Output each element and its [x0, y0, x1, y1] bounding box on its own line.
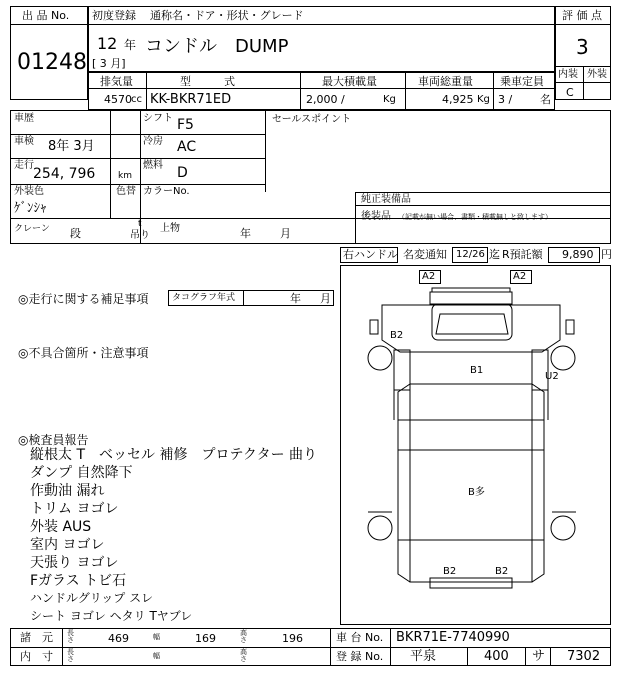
sales-points-label: セールスポイント — [272, 114, 352, 125]
report-line: 天張り ヨゴレ — [30, 555, 119, 571]
model-label: 通称名・ドア・形状・グレード — [150, 9, 304, 22]
displacement-value: 4570 — [104, 93, 132, 106]
ac-label: 冷房 — [143, 136, 163, 147]
inspection-label: 車検 — [14, 136, 34, 147]
aftermarket-label: 後装品 — [361, 211, 391, 222]
exterior-grade: C — [566, 86, 574, 99]
gross-weight-label: 車両総重量 — [418, 75, 473, 88]
mileage-label: 走行 — [14, 160, 34, 171]
route-label: 迄 — [489, 248, 500, 261]
mark-b2-top: B2 — [390, 330, 404, 341]
registration-number: 7302 — [567, 649, 601, 664]
reg-year: 12 — [97, 34, 118, 53]
reg-year-unit: 年 — [124, 38, 137, 52]
chassis-number: BKR71E-7740990 — [396, 630, 510, 645]
name-change-label: 名変通知 — [403, 248, 447, 261]
tacho-month: 月 — [320, 292, 331, 305]
recycle-label: R預託額 — [502, 248, 543, 261]
report-line: Fガラス トビ石 — [30, 573, 127, 589]
capacity-value: 3 / — [498, 93, 513, 106]
upper-body-label: 上物 — [160, 223, 180, 234]
equipment-label: 純正装備品 — [361, 194, 411, 205]
interior-dims-label: 内 寸 — [20, 650, 53, 663]
report-line: シート ヨゴレ ヘタリ Tヤブレ — [30, 609, 193, 623]
recycle-amount: 9,890 — [562, 248, 594, 261]
color-code-label: カラーNo. — [143, 186, 190, 197]
shift-value: F5 — [177, 117, 194, 133]
displacement-unit: cc — [131, 94, 142, 105]
length-value: 469 — [108, 632, 129, 645]
dims-label: 諸 元 — [20, 631, 53, 644]
fuel-value: D — [177, 165, 188, 181]
chassis-label: 車 台 No. — [336, 631, 384, 644]
ac-value: AC — [177, 139, 197, 155]
mark-a2-right: A2 — [513, 271, 527, 282]
damage-diagram-frame — [340, 265, 611, 625]
type-value: KK-BKR71ED — [150, 92, 232, 107]
registration-class: 400 — [484, 649, 509, 664]
color-value: ｹﾞﾝｼｬ — [14, 201, 47, 216]
width-label: 幅 — [153, 633, 160, 641]
driving-notes-label: ◎走行に関する補足事項 — [18, 292, 149, 306]
color-label: 外装色 — [14, 186, 44, 197]
inspector-report-label: ◎検査員報告 — [18, 433, 89, 447]
interior-grade-label: 内装 — [558, 69, 578, 80]
reg-month: [ 3 月] — [92, 57, 126, 70]
defects-label: ◎不具合箇所・注意事項 — [18, 346, 149, 360]
report-line: 作動油 漏れ — [30, 483, 105, 499]
registration-label: 登 録 No. — [336, 650, 384, 663]
lot-number: 01248 — [17, 50, 87, 75]
mark-b2-bottom-left: B2 — [443, 566, 457, 577]
mileage-unit: km — [118, 171, 132, 181]
registration-kana: サ — [532, 649, 546, 664]
interior-length-label: 長さ — [67, 648, 74, 663]
mark-b1: B1 — [470, 365, 484, 376]
gross-weight-unit: Kg — [477, 94, 490, 105]
crane-lift: 吊り — [130, 230, 150, 241]
capacity-label: 乗車定員 — [500, 75, 544, 88]
report-line: 室内 ヨゴレ — [30, 537, 105, 553]
report-line: トリム ヨゴレ — [30, 501, 119, 517]
mark-b-many: B多 — [468, 487, 485, 498]
upper-year: 年 — [240, 227, 251, 240]
mark-u2: U2 — [545, 371, 559, 382]
grade-label: 評 価 点 — [562, 9, 602, 22]
crane-ton: t — [138, 219, 142, 229]
report-line: ハンドルグリップ スレ — [30, 591, 154, 605]
crane-stages: 段 — [70, 227, 81, 240]
interior-width-label: 幅 — [153, 652, 160, 660]
history-label: 車歴 — [14, 113, 34, 124]
max-load-value: 2,000 / — [306, 93, 345, 106]
tacho-label: タコグラフ年式 — [172, 293, 236, 303]
report-line: 縦根太 T ベッセル 補修 プロテクター 曲り — [30, 447, 318, 463]
mileage-value: 254, 796 — [33, 166, 96, 182]
registration-area: 平泉 — [410, 649, 437, 664]
type-label: 型 式 — [180, 75, 235, 88]
report-line: 外装 AUS — [30, 519, 92, 535]
exterior-grade-label: 外装 — [587, 69, 607, 80]
mark-a2-left: A2 — [422, 271, 436, 282]
first-reg-label: 初度登録 — [92, 9, 136, 22]
lot-label: 出 品 No. — [22, 9, 70, 22]
mark-b2-bottom-right: B2 — [495, 566, 509, 577]
height-label: 高さ — [240, 629, 247, 644]
width-value: 169 — [195, 632, 216, 645]
fuel-label: 燃料 — [143, 160, 163, 171]
detail-box — [10, 110, 611, 244]
inspection-value: 8年 3月 — [48, 139, 95, 154]
overall-grade: 3 — [576, 35, 589, 59]
tacho-year: 年 — [290, 292, 301, 305]
gross-weight-value: 4,925 — [442, 93, 474, 106]
aftermarket-note: （記載が無い場合、書類・積載無しと致します） — [398, 213, 552, 221]
length-label: 長さ — [67, 629, 74, 644]
upper-month: 月 — [280, 227, 291, 240]
shift-label: シフト — [143, 113, 173, 124]
capacity-unit: 名 — [540, 93, 551, 106]
interior-height-label: 高さ — [240, 648, 247, 663]
displacement-label: 排気量 — [100, 75, 133, 88]
rhd-label: 右ハンドル — [343, 248, 398, 261]
max-load-label: 最大積載量 — [322, 75, 377, 88]
crane-label: クレーン — [14, 224, 50, 234]
height-value: 196 — [282, 632, 303, 645]
color-change-label: 色替 — [116, 186, 136, 197]
recycle-unit: 円 — [601, 248, 612, 261]
model-name: コンドル DUMP — [145, 36, 289, 57]
max-load-unit: Kg — [383, 94, 396, 105]
name-change-date: 12/26 — [456, 249, 485, 260]
report-line: ダンプ 自然降下 — [30, 465, 133, 481]
